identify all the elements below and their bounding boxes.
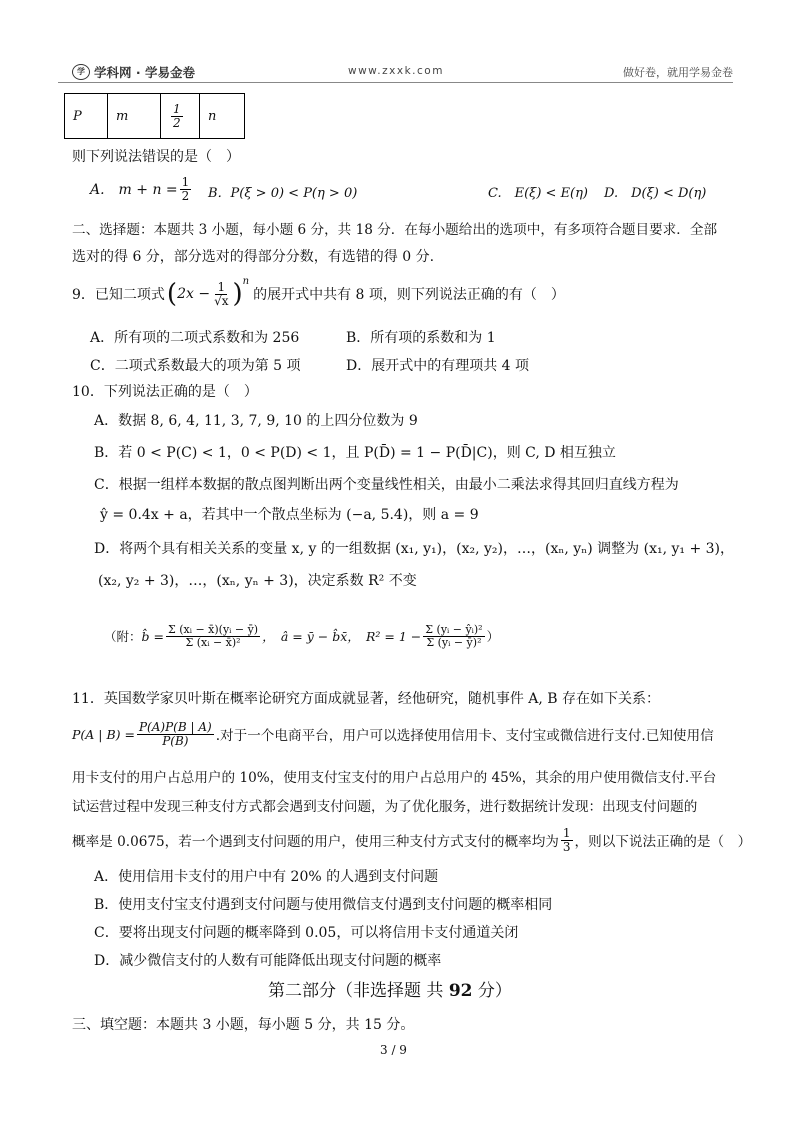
q11-option-a: A．使用信用卡支付的用户中有 20% 的人遇到支付问题 <box>94 869 439 885</box>
q11-option-b: B．使用支付宝支付遇到支付问题与使用微信支付遇到支付问题的概率相同 <box>94 897 553 913</box>
q8-a-text: A. m + n = <box>90 182 178 199</box>
b-hat: b̂ = <box>141 628 164 644</box>
table-cell-n: n <box>200 94 245 139</box>
q8-option-a <box>90 176 193 202</box>
q9-stem <box>72 276 565 312</box>
q11-line5a: 概率是 0.0675，若一个遇到支付问题的用户，使用三种支付方式支付的概率均为 <box>72 834 559 850</box>
table-cell-half <box>161 94 200 139</box>
q11-line2 <box>72 714 714 754</box>
q8-option-d: D. D(ξ) < D(η) <box>604 186 707 201</box>
q10-option-c-line1: C．根据一组样本数据的散点图判断出两个变量线性相关，由最小二乘法求得其回归直线方程为 <box>94 477 679 493</box>
q9-prefix: 9．已知二项式 <box>72 287 165 303</box>
q9-expr-a: 2x − <box>177 286 211 302</box>
paren-close: ) <box>232 279 243 309</box>
q8-stem: 则下列说法错误的是（ ） <box>72 149 240 165</box>
page-number: 3 / 9 <box>380 1043 407 1057</box>
q9-expr-num: 1 <box>217 279 226 294</box>
q10-formula-note <box>104 604 499 668</box>
q9-option-a: A．所有项的二项式系数和为 256 <box>90 330 300 346</box>
q9-option-d: D．展开式中的有理项共 4 项 <box>346 358 530 374</box>
q10-option-c-line2: ŷ = 0.4x + a，若其中一个散点坐标为 (−a, 5.4)，则 a = 9 <box>100 507 479 523</box>
page-header <box>58 60 733 83</box>
q10-option-b: B．若 0 < P(C) < 1，0 < P(D) < 1，且 P(D̄) = 1 − P(D̄|C)，则 C, D 相互独立 <box>94 445 616 461</box>
q11-stem: 11．英国数学家贝叶斯在概率论研究方面成就显著，经他研究，随机事件 A, B 存在如下关系： <box>72 691 661 707</box>
part2-heading <box>268 976 512 1001</box>
q11-line5-den: 3 <box>562 839 571 854</box>
q8-option-c: C. E(ξ) < E(η) <box>488 186 588 201</box>
section2-line1: 二、选择题：本题共 3 小题，每小题 6 分，共 18 分．在每小题给出的选项中，有多项符合题目要求．全部 <box>72 222 718 238</box>
distribution-table <box>64 93 245 139</box>
r-den: Σ (yᵢ − ȳ)² <box>426 635 482 649</box>
q9-suffix: 的展开式中共有 8 项，则下列说法正确的有（ ） <box>253 287 565 303</box>
part2-score: 92 <box>448 981 473 1001</box>
q11-line4: 试运营过程中发现三种支付方式都会遇到支付问题，为了优化服务，进行数据统计发现：出现支付问题的 <box>72 799 698 815</box>
part2-pre: 第二部分（非选择题 共 <box>268 981 449 1001</box>
frac-den: 2 <box>173 115 181 130</box>
q10-option-a: A．数据 8, 6, 4, 11, 3, 7, 9, 10 的上四分位数为 9 <box>94 413 418 429</box>
note-prefix: （附： <box>104 629 142 644</box>
table-cell-m: m <box>108 94 161 139</box>
brand-text: 学科网 · 学易金卷 <box>94 65 195 80</box>
q11-line5b: ，则以下说法正确的是（ ） <box>574 834 752 850</box>
bayes-lhs: P(A | B) = <box>72 726 135 742</box>
site-url: www.zxxk.com <box>348 65 444 77</box>
q11-line5-num: 1 <box>562 825 571 840</box>
q11-line2-text: .对于一个电商平台，用户可以选择使用信用卡、支付宝或微信进行支付.已知使用信 <box>215 728 714 744</box>
q10-stem: 10．下列说法正确的是（ ） <box>72 384 258 400</box>
r-num: Σ (yᵢ − ŷᵢ)² <box>425 622 483 636</box>
q9-exponent: n <box>242 276 250 287</box>
frac-num: 1 <box>173 101 181 116</box>
q8-a-den: 2 <box>181 188 190 203</box>
q9-option-b: B．所有项的系数和为 1 <box>346 330 496 346</box>
b-num: Σ (xᵢ − x̄)(yᵢ − ȳ) <box>167 622 259 636</box>
q11-line5 <box>72 822 751 858</box>
q8-a-num: 1 <box>181 175 190 189</box>
q9-option-c: C．二项式系数最大的项为第 5 项 <box>90 358 301 374</box>
header-slogan: 做好卷，就用学易金卷 <box>623 66 733 79</box>
brand-logo <box>72 63 195 81</box>
q11-line3: 用卡支付的用户占总用户的 10%，使用支付宝支付的用户占总用户的 45%，其余的用户使用微信支付.平台 <box>72 770 717 786</box>
q11-option-c: C．要将出现支付问题的概率降到 0.05，可以将信用卡支付通道关闭 <box>94 925 519 941</box>
q8-option-b: B．P(ξ > 0) < P(η > 0) <box>208 186 358 201</box>
part2-post: 分） <box>472 981 512 1001</box>
bayes-num: P(A)P(B | A) <box>138 719 212 734</box>
section3-heading: 三、填空题：本题共 3 小题，每小题 5 分，共 15 分。 <box>72 1017 415 1033</box>
q11-option-d: D．减少微信支付的人数有可能降低出现支付问题的概率 <box>94 953 442 969</box>
a-hat-r2: ， â = ȳ − b̂x̄， R² = 1 − <box>262 629 422 644</box>
b-den: Σ (xᵢ − x̄)² <box>185 635 241 649</box>
q10-option-d-line2: (x₂, y₂ + 3)，…，(xₙ, yₙ + 3)，决定系数 R² 不变 <box>98 573 417 589</box>
section2-line2: 选对的得 6 分，部分选对的得部分分数，有选错的得 0 分. <box>72 249 435 265</box>
brand-icon: 学 <box>72 64 90 80</box>
table-cell-p: P <box>65 94 108 139</box>
q9-expr-den: √x <box>214 293 229 308</box>
note-suffix: ） <box>486 629 500 644</box>
q10-option-d-line1: D．将两个具有相关关系的变量 x, y 的一组数据 (x₁, y₁)，(x₂, y₂)，…，(xₙ, yₙ) 调整为 (x₁, y₁ + 3)， <box>94 541 735 557</box>
paren-open: ( <box>166 279 178 309</box>
bayes-den: P(B) <box>162 733 189 748</box>
